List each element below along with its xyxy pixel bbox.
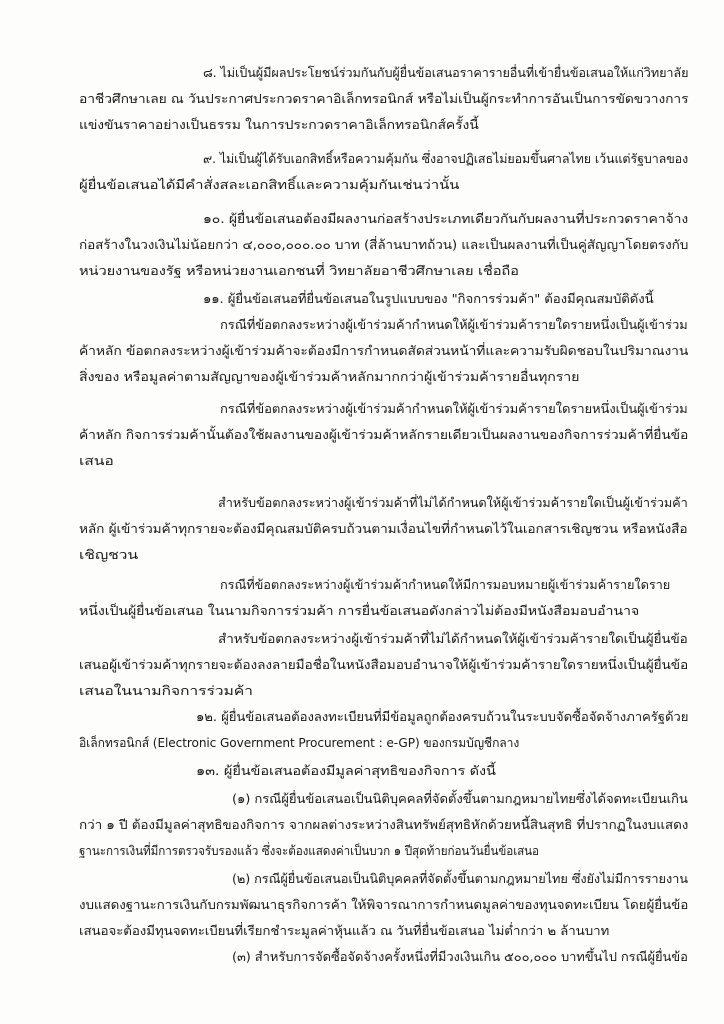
clause-13-item-1-line-1: (๑) กรณีผู้ยื่นข้อเสนอเป็นนิติบุคคลที่จัดตั้งขึ้นตามกฎหมายไทยซึ่งได้จดทะเบียนเกิน <box>232 791 688 806</box>
clause-11-case-2-line-1: กรณีที่ข้อตกลงระหว่างผู้เข้าร่วมค้ากำหนดให้ผู้เข้าร่วมค้ารายใดรายหนึ่งเป็นผู้เข้าร่วม <box>220 401 688 416</box>
clause-11-case-4-line-2: หนึ่งเป็นผู้ยื่นข้อเสนอ ในนามกิจการร่วมค้า การยื่นข้อเสนอดังกล่าวไม่ต้องมีหนังสือมอบอำนาจ <box>79 603 640 618</box>
clause-10-line-1: ๑๐. ผู้ยื่นข้อเสนอต้องมีผลงานก่อสร้างประเภทเดียวกันกับผลงานที่ประกวดราคาจ้าง <box>203 211 689 226</box>
clause-8-line-2: อาชีวศึกษาเลย ณ วันประกาศประกวดราคาอิเล็กทรอนิกส์ หรือไม่เป็นผู้กระทำการอันเป็นการขัดขวางการ <box>79 91 689 106</box>
clause-13-item-2-line-3: เสนอจะต้องมีทุนจดทะเบียนที่เรียกชำระมูลค่าหุ้นแล้ว ณ วันที่ยื่นข้อเสนอ ไม่ต่ำกว่า ๒ ล้านบาท <box>79 923 610 938</box>
clause-13-item-3-line-1: (๓) สำหรับการจัดซื้อจัดจ้างครั้งหนึ่งที่มีวงเงินเกิน ๕๐๐,๐๐๐ บาทขึ้นไป กรณีผู้ยื่นข้อ <box>232 949 688 964</box>
clause-11-case-5-line-1: สำหรับข้อตกลงระหว่างผู้เข้าร่วมค้าที่ไม่ได้กำหนดให้ผู้เข้าร่วมค้ารายใดเป็นผู้ยื่นข้อ <box>218 631 688 646</box>
clause-10-line-3: หน่วยงานของรัฐ หรือหน่วยงานเอกชนที่ วิทยาลัยอาชีวศึกษาเลย เชื่อถือ <box>79 263 519 278</box>
clause-11-case-2-line-3: เสนอ <box>79 453 114 468</box>
clause-13-item-1-line-2: กว่า ๑ ปี ต้องมีมูลค่าสุทธิของกิจการ จากผลต่างระหว่างสินทรัพย์สุทธิหักด้วยหนี้สินสุทธิ ที่ปรากฏในงบแสดง <box>79 817 689 832</box>
clause-11-case-5-line-2: เสนอผู้เข้าร่วมค้าทุกรายจะต้องลงลายมือชื่อในหนังสือมอบอำนาจให้ผู้เข้าร่วมค้ารายใดรายหนึ่งเป็นผู้ยื่นข้อ <box>79 657 689 672</box>
clause-13-item-2-line-1: (๒) กรณีผู้ยื่นข้อเสนอเป็นนิติบุคคลที่จัดตั้งขึ้นตามกฎหมายไทย ซึ่งยังไม่มีการรายงาน <box>232 871 688 886</box>
clause-13-heading: ๑๓. ผู้ยื่นข้อเสนอต้องมีมูลค่าสุทธิของกิจการ ดังนี้ <box>196 763 496 778</box>
clause-12-line-2: อิเล็กทรอนิกส์ (Electronic Government Procurement : e-GP) ของกรมบัญชีกลาง <box>79 735 520 750</box>
clause-11-case-5-line-3: เสนอในนามกิจการร่วมค้า <box>79 683 253 698</box>
clause-11-case-1-line-3: สิ่งของ หรือมูลค่าตามสัญญาของผู้เข้าร่วมค้าหลักมากกว่าผู้เข้าร่วมค้ารายอื่นทุกราย <box>79 369 580 384</box>
clause-9-line-1: ๙. ไม่เป็นผู้ได้รับเอกสิทธิ์หรือความคุ้มกัน ซึ่งอาจปฏิเสธไม่ยอมขึ้นศาลไทย เว้นแต่รัฐบาลของ <box>203 151 689 166</box>
clause-11-case-3-line-2: หลัก ผู้เข้าร่วมค้าทุกรายจะต้องมีคุณสมบัติครบถ้วนตามเงื่อนไขที่กำหนดไว้ในเอกสารเชิญชวน หรือหนังสือ <box>79 521 688 536</box>
clause-10-line-2: ก่อสร้างในวงเงินไม่น้อยกว่า ๔,๐๐๐,๐๐๐.๐๐ บาท (สี่ล้านบาทถ้วน) และเป็นผลงานที่เป็นคู่สัญญาโดยตรงกับ <box>79 237 689 252</box>
clause-11-heading: ๑๑. ผู้ยื่นข้อเสนอที่ยื่นข้อเสนอในรูปแบบของ "กิจการร่วมค้า" ต้องมีคุณสมบัติดังนี้ <box>203 291 654 306</box>
clause-11-case-4-line-1: กรณีที่ข้อตกลงระหว่างผู้เข้าร่วมค้ากำหนดให้มีการมอบหมายผู้เข้าร่วมค้ารายใดราย <box>220 577 671 592</box>
clause-11-case-2-line-2: ค้าหลัก กิจการร่วมค้านั้นต้องใช้ผลงานของผู้เข้าร่วมค้าหลักรายเดียวเป็นผลงานของกิจการร่วมค้าที่ยื่นข้อ <box>79 427 689 442</box>
clause-9-line-2: ผู้ยื่นข้อเสนอได้มีคำสั่งสละเอกสิทธิ์และความคุ้มกันเช่นว่านั้น <box>79 177 460 192</box>
clause-13-item-2-line-2: งบแสดงฐานะการเงินกับกรมพัฒนาธุรกิจการค้า ให้พิจารณาการกำหนดมูลค่าของทุนจดทะเบียน โดยผู้ยื่นข้อ <box>79 897 689 912</box>
clause-11-case-1-line-2: ค้าหลัก ข้อตกลงระหว่างผู้เข้าร่วมค้าจะต้องมีการกำหนดสัดส่วนหน้าที่และความรับผิดชอบในปริมาณงาน <box>79 343 689 358</box>
clause-12-line-1: ๑๒. ผู้ยื่นข้อเสนอต้องลงทะเบียนที่มีข้อมูลถูกต้องครบถ้วนในระบบจัดซื้อจัดจ้างภาครัฐด้วย <box>196 709 689 724</box>
clause-11-case-3-line-3: เชิญชวน <box>79 547 139 562</box>
clause-13-item-1-line-3: ฐานะการเงินที่มีการตรวจรับรองแล้ว ซึ่งจะต้องแสดงค่าเป็นบวก ๑ ปีสุดท้ายก่อนวันยื่นข้อเสนอ <box>79 843 540 858</box>
clause-11-case-1-line-1: กรณีที่ข้อตกลงระหว่างผู้เข้าร่วมค้ากำหนดให้ผู้เข้าร่วมค้ารายใดรายหนึ่งเป็นผู้เข้าร่วม <box>220 317 688 332</box>
clause-8-line-3: แข่งขันราคาอย่างเป็นธรรม ในการประกวดราคาอิเล็กทรอนิกส์ครั้งนี้ <box>79 117 479 132</box>
clause-11-case-3-line-1: สำหรับข้อตกลงระหว่างผู้เข้าร่วมค้าที่ไม่ได้กำหนดให้ผู้เข้าร่วมค้ารายใดเป็นผู้เข้าร่วมค้า <box>218 495 688 510</box>
clause-8-line-1: ๘. ไม่เป็นผู้มีผลประโยชน์ร่วมกันกับผู้ยื่นข้อเสนอราคารายอื่นที่เข้ายื่นข้อเสนอให้แก่วิทยาลัย <box>203 65 689 80</box>
